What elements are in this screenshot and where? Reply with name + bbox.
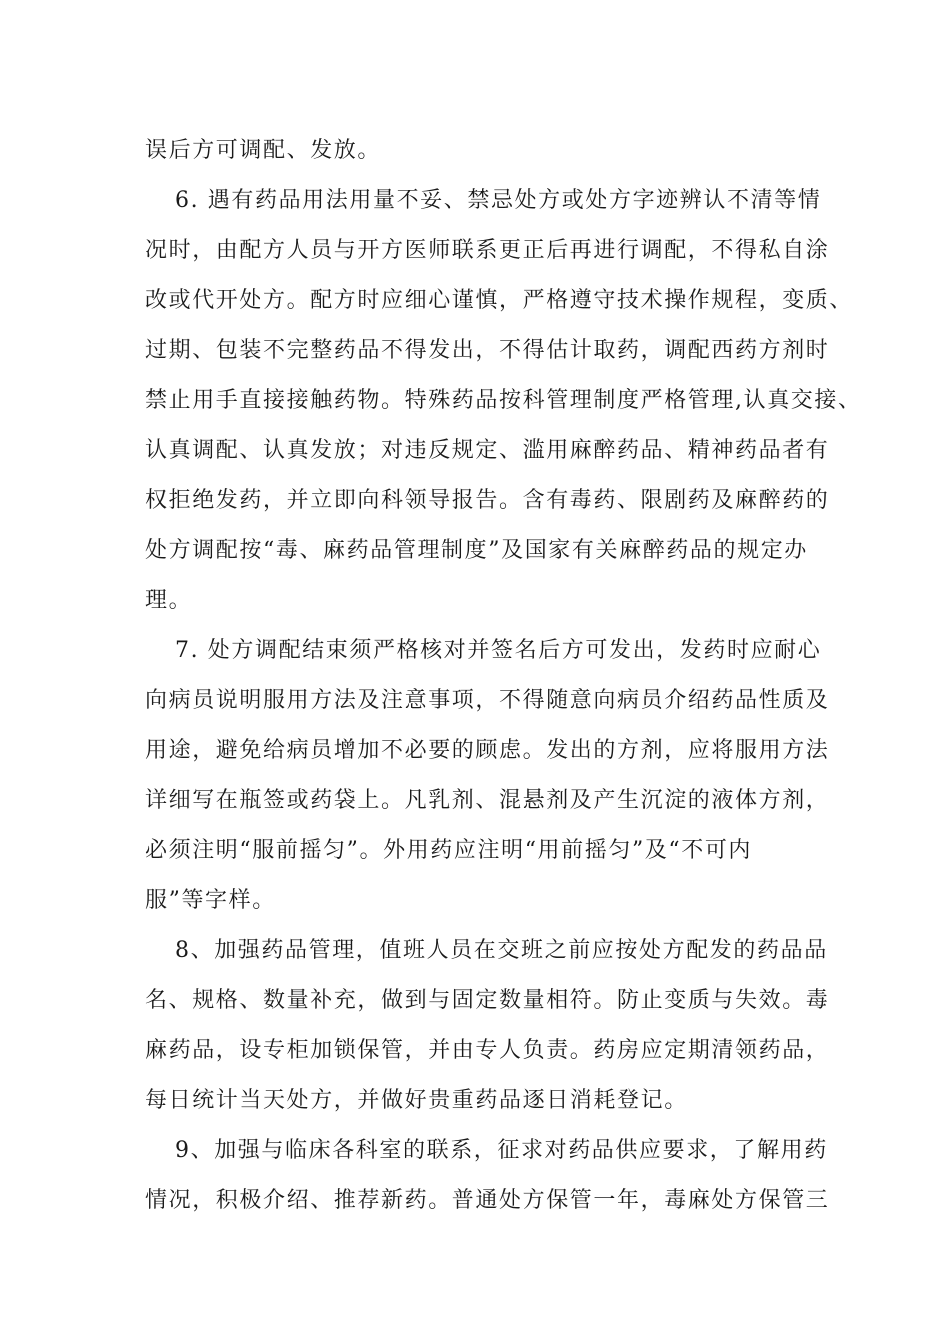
text-line: 况时，由配方人员与开方医师联系更正后再进行调配，不得私自涂	[145, 238, 830, 263]
text-line: 必须注明“服前摇匀”。外用药应注明“用前摇匀”及“不可内	[145, 838, 753, 863]
paragraph-7-first-line: 7. 处方调配结束须严格核对并签名后方可发出，发药时应耐心	[175, 638, 822, 663]
paragraph-8-first-line: 8、加强药品管理，值班人员在交班之前应按处方配发的药品品	[175, 938, 828, 963]
text-line: 用途，避免给病员增加不必要的顾虑。发出的方剂，应将服用方法	[145, 738, 830, 763]
paragraph-6-first-line: 6. 遇有药品用法用量不妥、禁忌处方或处方字迹辨认不清等情	[175, 188, 822, 213]
text-line: 向病员说明服用方法及注意事项，不得随意向病员介绍药品性质及	[145, 688, 830, 713]
paragraph-9-first-line: 9、加强与临床各科室的联系，征求对药品供应要求，了解用药	[175, 1138, 828, 1163]
text-line: 禁止用手直接接触药物。特殊药品按科管理制度严格管理,认真交接、	[145, 388, 862, 413]
text-line: 理。	[145, 588, 193, 613]
text-line: 改或代开处方。配方时应细心谨慎，严格遵守技术操作规程，变质、	[145, 288, 854, 313]
text-line: 服”等字样。	[145, 888, 276, 913]
text-line: 详细写在瓶签或药袋上。凡乳剂、混悬剂及产生沉淀的液体方剂，	[145, 788, 830, 813]
text-line: 麻药品，设专柜加锁保管，并由专人负责。药房应定期清领药品，	[145, 1038, 830, 1063]
text-line: 误后方可调配、发放。	[145, 138, 382, 163]
text-line: 权拒绝发药，并立即向科领导报告。含有毒药、限剧药及麻醉药的	[145, 488, 830, 513]
text-line: 情况，积极介绍、推荐新药。普通处方保管一年，毒麻处方保管三	[145, 1188, 830, 1213]
text-line: 名、规格、数量补充，做到与固定数量相符。防止变质与失效。毒	[145, 988, 830, 1013]
text-line: 每日统计当天处方，并做好贵重药品逐日消耗登记。	[145, 1088, 688, 1113]
text-line: 认真调配、认真发放；对违反规定、滥用麻醉药品、精神药品者有	[145, 438, 830, 463]
text-line: 过期、包装不完整药品不得发出，不得估计取药，调配西药方剂时	[145, 338, 830, 363]
text-line: 处方调配按“毒、麻药品管理制度”及国家有关麻醉药品的规定办	[145, 538, 808, 563]
